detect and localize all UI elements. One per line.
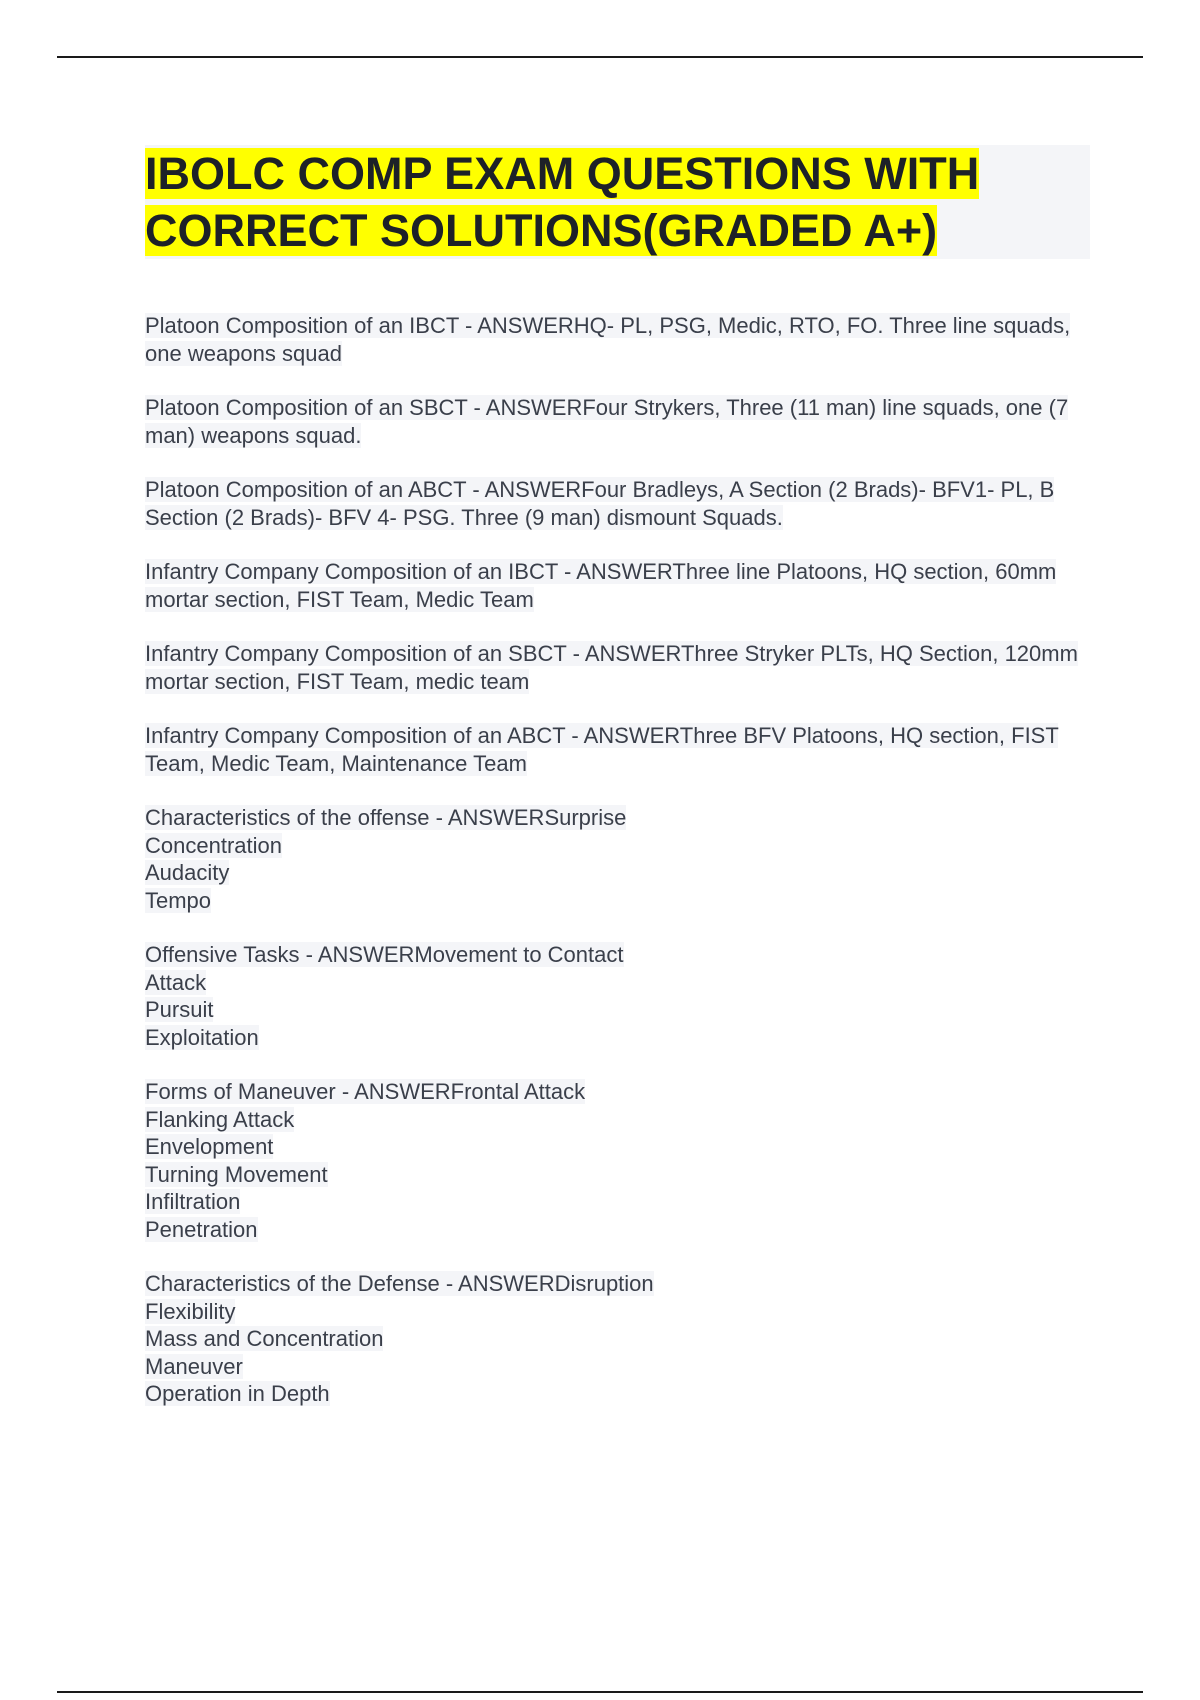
answer-line: [145, 996, 1090, 1024]
answer-text: Flanking Attack: [145, 1106, 295, 1132]
qa-item: [145, 558, 1090, 613]
answer-line: [145, 1380, 1090, 1408]
answer-line: [145, 1353, 1090, 1381]
qa-item: [145, 941, 1090, 1051]
line-text: [145, 1326, 383, 1351]
title-block: [145, 145, 1090, 259]
line-text: [145, 805, 626, 830]
answer-text: Pursuit: [145, 997, 214, 1022]
question-text: Characteristics of the offense: [145, 805, 430, 830]
qa-text: [145, 395, 1068, 448]
answer-text: Tempo: [145, 887, 212, 913]
line-text: [145, 970, 206, 995]
answer-text: Exploitation: [145, 1024, 259, 1050]
answer-text: Movement to Contact: [414, 942, 624, 967]
answer-text: Infiltration: [145, 1189, 241, 1214]
question-text: Infantry Company Composition of an SBCT: [145, 641, 567, 666]
line-text: [145, 1381, 330, 1406]
answer-text: Surprise: [544, 805, 627, 830]
answer-tag: ANSWER: [484, 477, 582, 502]
answer-tag: ANSWER: [584, 641, 681, 666]
separator: -: [557, 559, 577, 584]
separator: -: [566, 641, 585, 666]
answer-text: Operation in Depth: [145, 1381, 330, 1406]
answer-line: [145, 1133, 1090, 1161]
separator: -: [439, 1271, 459, 1296]
answer-line: [145, 887, 1090, 915]
line-text: [145, 1162, 328, 1187]
qa-first-line: [145, 804, 1090, 832]
answer-text: Turning Movement: [145, 1161, 328, 1187]
qa-first-line: [145, 1078, 1090, 1106]
answer-tag: ANSWER: [354, 1079, 451, 1104]
answer-text: Attack: [145, 969, 207, 995]
qa-item: [145, 640, 1090, 695]
line-text: [145, 1299, 235, 1324]
qa-first-line: [145, 1270, 1090, 1298]
line-text: [145, 1354, 243, 1379]
question-text: Platoon Composition of an SBCT: [145, 395, 468, 420]
line-text: [145, 942, 624, 967]
answer-text: Disruption: [554, 1271, 654, 1296]
answer-text: Four Strykers, Three (11 man) line squads, one (7 man) weapons squad.: [145, 395, 1069, 448]
answer-text: Three Stryker PLTs, HQ Section, 120mm mortar section, FIST Team, medic team: [145, 641, 1078, 694]
separator: -: [335, 1079, 355, 1104]
answer-text: Three line Platoons, HQ section, 60mm mortar section, FIST Team, Medic Team: [145, 559, 1057, 612]
answer-text: Audacity: [145, 860, 230, 885]
separator: -: [565, 723, 584, 748]
line-text: [145, 860, 229, 885]
line-text: [145, 1189, 240, 1214]
line-text: [145, 997, 213, 1022]
qa-list: [145, 312, 1090, 1408]
qa-item: [145, 804, 1090, 914]
qa-text: [145, 559, 1056, 612]
question-text: Platoon Composition of an ABCT: [145, 477, 467, 502]
question-text: Forms of Maneuver: [145, 1079, 336, 1104]
title-highlight: IBOLC COMP EXAM QUESTIONS WITH CORRECT SOLUTIONS(GRADED A+): [145, 148, 980, 256]
header-rule: [57, 56, 1143, 58]
line-text: [145, 1025, 259, 1050]
answer-line: [145, 1106, 1090, 1134]
answer-text: Concentration: [145, 832, 282, 858]
answer-text: Three BFV Platoons, HQ section, FIST Team, Medic Team, Maintenance Team: [145, 723, 1059, 776]
answer-tag: ANSWER: [576, 559, 673, 584]
line-text: [145, 1134, 273, 1159]
qa-item: [145, 722, 1090, 777]
answer-text: Flexibility: [145, 1298, 236, 1324]
answer-tag: ANSWER: [447, 805, 545, 830]
document-body: [145, 145, 1090, 1435]
answer-tag: ANSWER: [317, 942, 415, 967]
question-text: Infantry Company Composition of an ABCT: [145, 723, 566, 748]
qa-item: [145, 312, 1090, 367]
line-text: [145, 888, 211, 913]
answer-text: Four Bradleys, A Section (2 Brads)- BFV1- PL, B Section (2 Brads)- BFV 4- PSG. Three (9 man) dismount Squads.: [145, 477, 1055, 530]
separator: -: [429, 805, 448, 830]
answer-text: Envelopment: [145, 1134, 274, 1159]
qa-item: [145, 1078, 1090, 1243]
qa-text: [145, 477, 1054, 530]
answer-tag: ANSWER: [485, 395, 583, 420]
line-text: [145, 833, 282, 858]
separator: -: [299, 942, 318, 967]
answer-line: [145, 832, 1090, 860]
answer-text: Maneuver: [145, 1353, 243, 1379]
answer-line: [145, 1024, 1090, 1052]
footer-rule: [57, 1691, 1143, 1693]
answer-line: [145, 859, 1090, 887]
qa-text: [145, 641, 1078, 694]
answer-line: [145, 1216, 1090, 1244]
separator: -: [466, 477, 485, 502]
line-text: [145, 1079, 585, 1104]
separator: -: [458, 313, 478, 338]
question-text: Offensive Tasks: [145, 942, 300, 967]
answer-tag: ANSWER: [583, 723, 680, 748]
qa-first-line: [145, 941, 1090, 969]
qa-item: [145, 476, 1090, 531]
answer-line: [145, 969, 1090, 997]
qa-text: [145, 723, 1058, 776]
qa-item: [145, 394, 1090, 449]
qa-item: [145, 1270, 1090, 1408]
answer-text: Penetration: [145, 1216, 258, 1242]
answer-text: Mass and Concentration: [145, 1326, 384, 1351]
answer-tag: ANSWER: [477, 313, 574, 338]
qa-text: [145, 313, 1070, 366]
answer-text: Frontal Attack: [450, 1079, 586, 1104]
answer-line: [145, 1325, 1090, 1353]
question-text: Platoon Composition of an IBCT: [145, 313, 459, 338]
answer-line: [145, 1161, 1090, 1189]
question-text: Infantry Company Composition of an IBCT: [145, 559, 558, 584]
answer-text: HQ- PL, PSG, Medic, RTO, FO. Three line squads, one weapons squad: [145, 313, 1071, 366]
line-text: [145, 1271, 654, 1296]
separator: -: [467, 395, 486, 420]
line-text: [145, 1217, 258, 1242]
answer-line: [145, 1188, 1090, 1216]
question-text: Characteristics of the Defense: [145, 1271, 440, 1296]
document-title: [145, 145, 1090, 259]
line-text: [145, 1107, 294, 1132]
answer-line: [145, 1298, 1090, 1326]
answer-tag: ANSWER: [458, 1271, 555, 1296]
